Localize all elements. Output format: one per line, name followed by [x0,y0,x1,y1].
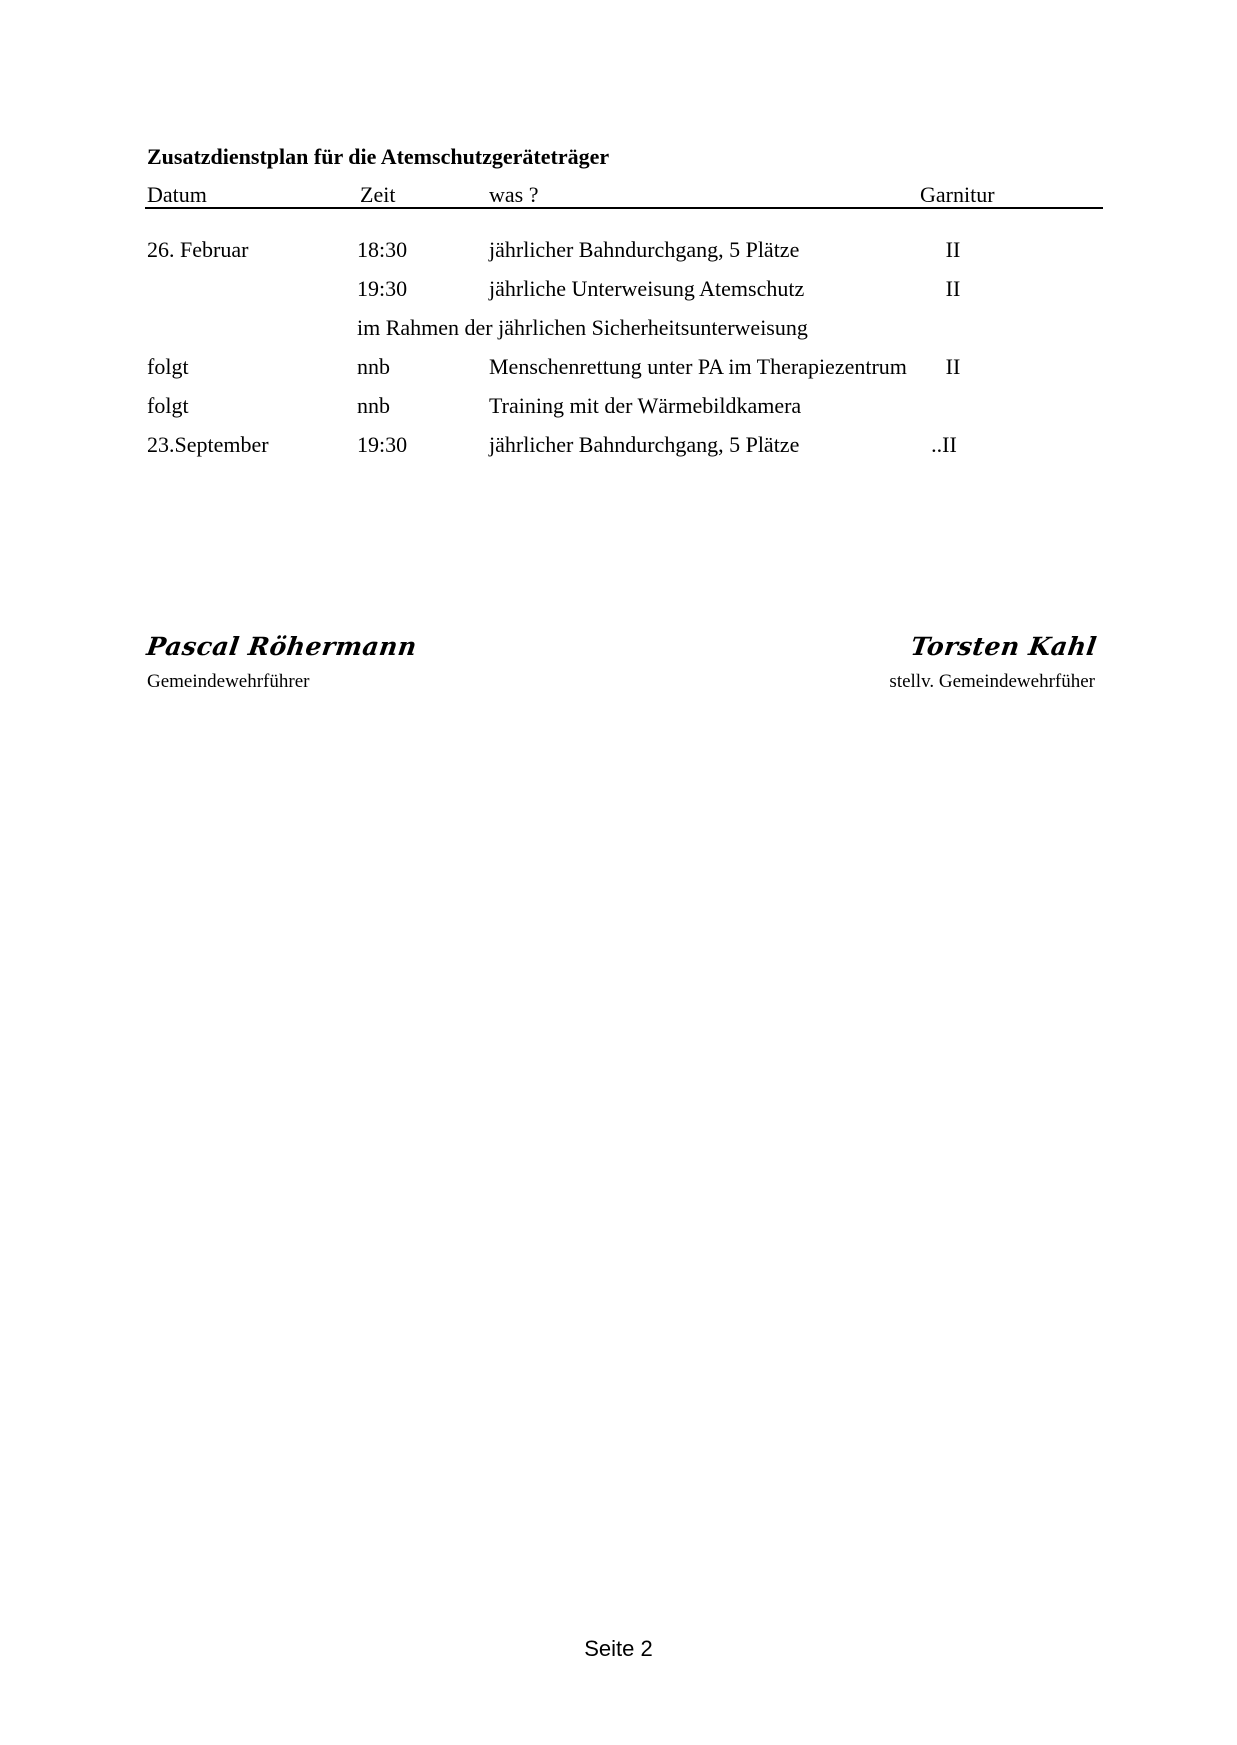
cell-zeit: nnb [357,393,390,418]
table-row [147,276,1102,306]
table-row [147,354,1102,384]
header-garnitur: Garnitur [920,182,995,207]
signature-right: Torsten Kahl [909,632,1100,661]
cell-datum: 26. Februar [147,237,249,262]
table-row [147,432,1102,462]
table-row [147,393,1102,423]
signature-left: Pascal Röhermann [144,632,419,661]
cell-was: jährlicher Bahndurchgang, 5 Plätze [489,237,800,262]
cell-garnitur: II [945,354,961,379]
document-title: Zusatzdienstplan für die Atemschutzgeräteträger [147,144,610,169]
page-number: Seite 2 [584,1636,653,1661]
table-row-note [147,315,1102,345]
cell-garnitur: II [945,237,961,262]
table-row [147,237,1102,267]
cell-zeit: 19:30 [357,276,408,301]
header-was: was ? [489,182,539,207]
header-zeit: Zeit [360,182,396,207]
cell-garnitur: ..II [931,432,957,457]
cell-was: jährliche Unterweisung Atemschutz [489,276,805,301]
cell-datum: folgt [147,354,189,379]
cell-was: jährlicher Bahndurchgang, 5 Plätze [489,432,800,457]
header-rule [145,207,1103,209]
role-right: stellv. Gemeindewehrfüher [889,671,1095,692]
cell-note: im Rahmen der jährlichen Sicherheitsunterweisung [357,315,808,340]
cell-zeit: 19:30 [357,432,408,457]
header-datum: Datum [147,182,207,207]
cell-datum: 23.September [147,432,269,457]
cell-datum: folgt [147,393,189,418]
role-left: Gemeindewehrführer [147,671,310,692]
cell-was: Menschenrettung unter PA im Therapiezentrum [489,354,907,379]
cell-zeit: 18:30 [357,237,408,262]
cell-was: Training mit der Wärmebildkamera [489,393,802,418]
cell-garnitur: II [945,276,961,301]
cell-zeit: nnb [357,354,390,379]
